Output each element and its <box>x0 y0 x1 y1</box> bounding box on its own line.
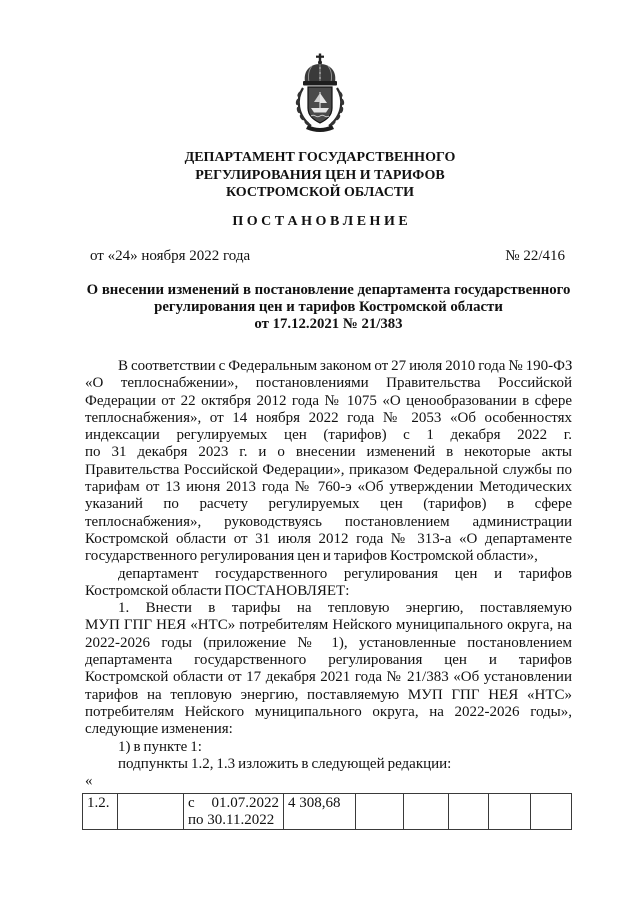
tariff-table <box>82 793 572 830</box>
document-date: от «24» ноября 2022 года <box>90 248 251 264</box>
table-cell <box>356 794 404 830</box>
body-line: государственного регулирования цен и тарифов Костромской области», <box>85 548 538 565</box>
body-line: тарифов на тепловую энергию, поставляемую МУП ГПГ НЕЯ «НТС» <box>85 686 572 703</box>
body-line: следующие изменения: <box>85 721 233 738</box>
document-body <box>85 358 572 790</box>
body-line: Костромской области ПОСТАНОВЛЯЕТ: <box>85 582 350 599</box>
table-row <box>83 794 572 830</box>
document-number: № 22/416 <box>505 248 565 264</box>
body-line: теплоснабжения», от 14 ноября 2022 года № 2053 «Об особенностях <box>85 409 572 426</box>
body-line: Костромской области от 31 июля 2012 года № 313-а «О департаменте <box>85 530 572 547</box>
table-cell <box>531 794 572 830</box>
title-line: от 17.12.2021 № 21/383 <box>254 315 403 332</box>
body-line: Федерации от 22 октября 2012 года № 1075 «О ценообразовании в сфере <box>85 392 572 409</box>
body-line: теплоснабжения», руководствуясь постановлением администрации <box>85 513 572 530</box>
department-name-line: КОСТРОМСКОЙ ОБЛАСТИ <box>225 185 415 200</box>
department-name-line: ДЕПАРТАМЕНТ ГОСУДАРСТВЕННОГО <box>184 150 456 165</box>
table-cell: 4 308,68 <box>284 794 356 830</box>
document-title <box>40 282 617 333</box>
body-line: индексации регулируемых цен (тарифов) с 1 декабря 2022 г. <box>85 427 572 444</box>
body-line: подпункты 1.2, 1.3 изложить в следующей редакции: <box>118 755 452 772</box>
body-paragraph <box>85 600 572 738</box>
body-line: тарифам от 13 июня 2013 года № 760-э «Об утверждении Методических <box>85 479 572 496</box>
title-line: О внесении изменений в постановление департамента государственного <box>86 281 571 298</box>
quote-open-mark: « <box>85 773 93 790</box>
body-line: «О теплоснабжении», постановлениями Правительства Российской <box>85 375 572 392</box>
tariff-table-body <box>83 794 572 830</box>
document-type: П О С Т А Н О В Л Е Н И Е <box>232 214 408 229</box>
table-cell <box>404 794 449 830</box>
body-line: 2022-2026 годы (приложение № 1), установленные постановлением <box>85 634 572 651</box>
body-paragraph <box>85 358 572 566</box>
body-line: департамент государственного регулирования цен и тарифов <box>118 565 572 582</box>
body-line: 1) в пункте 1: <box>118 738 202 755</box>
body-paragraph <box>85 739 572 756</box>
body-line: Правительства Российской Федерации», приказом Федеральной службы по <box>85 461 572 478</box>
body-paragraph <box>85 756 572 773</box>
department-name-line: РЕГУЛИРОВАНИЯ ЦЕН И ТАРИФОВ <box>195 167 445 183</box>
table-cell: 1.2. <box>83 794 118 830</box>
body-line: В соответствии с Федеральным законом от 27 июля 2010 года № 190-ФЗ <box>118 358 573 374</box>
table-cell: с 01.07.2022 по 30.11.2022 <box>184 794 284 830</box>
date-number-row <box>90 247 565 265</box>
body-line: департамента государственного регулирования цен и тарифов <box>85 652 572 669</box>
body-line: МУП ГПГ НЕЯ «НТС» потребителям Нейского муниципального округа, на <box>85 617 572 634</box>
body-line: 1. Внести в тарифы на тепловую энергию, поставляемую <box>118 600 572 617</box>
table-cell <box>489 794 531 830</box>
table-cell <box>449 794 489 830</box>
table-cell <box>118 794 184 830</box>
body-line: Костромской области от 17 декабря 2021 года № 21/383 «Об установлении <box>85 669 572 686</box>
title-line: регулирования цен и тарифов Костромской области <box>154 298 503 315</box>
body-line: потребителям Нейского муниципального округа, на 2022-2026 годы», <box>85 703 572 720</box>
coat-of-arms-icon <box>284 53 356 133</box>
body-line: по 31 декабря 2023 г. и о внесении изменений в некоторые акты <box>85 444 572 461</box>
department-name <box>0 149 640 202</box>
body-paragraph <box>85 566 572 601</box>
body-line: указаний по расчету регулируемых цен (тарифов) в сфере <box>85 496 572 513</box>
